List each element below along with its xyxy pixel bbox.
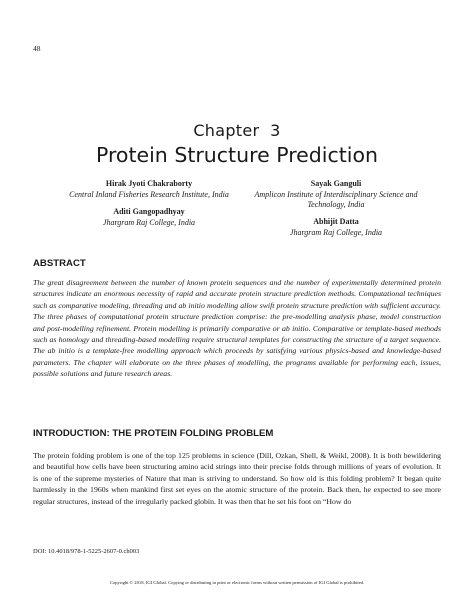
author-name: Aditi Gangopadhyay [113, 207, 185, 216]
author-name: Sayak Ganguli [310, 179, 362, 188]
introduction-heading: INTRODUCTION: THE PROTEIN FOLDING PROBLEM [33, 428, 274, 439]
author-block [44, 207, 254, 228]
page-number: 48 [33, 44, 41, 53]
author-block [44, 179, 254, 200]
chapter-title: Protein Structure Prediction [95, 143, 379, 167]
chapter-label: Chapter 3 [193, 121, 281, 140]
author-affiliation: Amplicon Institute of Interdisciplinary Science and Technology, India [254, 189, 418, 209]
author-affiliation: Jhargram Raj College, India [289, 227, 383, 237]
author-affiliation: Jhargram Raj College, India [102, 217, 196, 227]
author-name: Hirak Jyoti Chakraborty [105, 179, 193, 188]
copyright-notice: Copyright © 2018, IGI Global. Copying or distributing in print or electronic forms without written permission of IGI Global is prohibited. [109, 580, 365, 585]
doi-text: DOI: 10.4018/978-1-5225-2607-0.ch003 [33, 548, 140, 555]
introduction-text: The protein folding problem is one of the top 125 problems in science (Dill, Ozkan, Shell, & Weikl, 2008). It is both bewildering and beautiful how cells have been structuring amino acid strings into their precise folds through millions of years of evolution. It is one of the supreme mysteries of Nature that man is striving to understand. So how old is this folding problem? It began quite harmlessly in the 1960s when mankind first set eyes on the atomic structure of the protein. Back then, he expected to see more regular structures, instead of the irregularly packed globin. It was then that he set his foot on “How do [33, 451, 441, 506]
abstract-heading: ABSTRACT [33, 258, 86, 269]
author-block [236, 217, 436, 238]
author-affiliation: Central Inland Fisheries Research Institute, India [69, 189, 229, 199]
author-name: Abhijit Datta [313, 217, 359, 226]
author-block [236, 179, 436, 211]
abstract-text: The great disagreement between the number of known protein sequences and the number of experimentally determined protein structures indicate an enormous necessity of rapid and accurate protein structure prediction methods. Computational techniques such as comparative modeling, threading and ab initio modelling allow swift protein structure prediction with sufficient accuracy. The three phases of computational protein structure prediction comprise: the pre-modelling analysis phase, model construction and post-modelling refinement. Protein modelling is primarily comparative or ab initio. Comparative or template-based methods such as homology and threading-based modelling require structural templates for constructing the structure of a target sequence. The ab initio is a template-free modelling approach which proceeds by satisfying various physics-based and knowledge-based parameters. The chapter will elaborate on the three phases of modelling, the programs available for performing each, issues, possible solutions and future research areas. [33, 278, 441, 379]
